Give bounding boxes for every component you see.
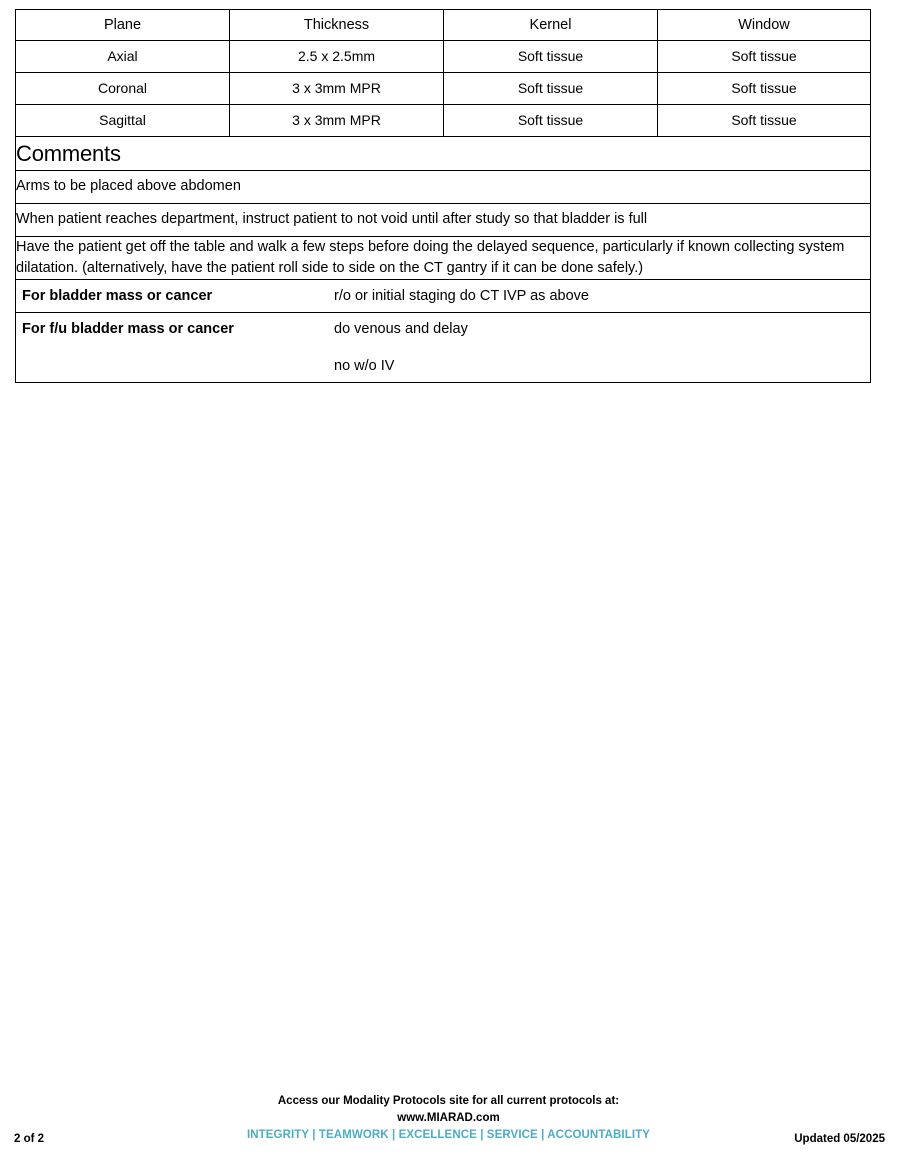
comment-text: Arms to be placed above abdomen: [16, 171, 871, 204]
column-header-plane: Plane: [16, 10, 230, 41]
cell-kernel: Soft tissue: [444, 73, 658, 105]
column-header-kernel: Kernel: [444, 10, 658, 41]
comment-value-line: no w/o IV: [334, 357, 395, 374]
cell-thickness: 3 x 3mm MPR: [230, 73, 444, 105]
cell-thickness: 2.5 x 2.5mm: [230, 41, 444, 73]
comment-row: [16, 237, 871, 280]
comment-keyed-row: [16, 280, 871, 313]
cell-plane: Coronal: [16, 73, 230, 105]
comment-keyed-row: [16, 313, 871, 383]
comment-row: [16, 171, 871, 204]
comments-title-row: [16, 137, 871, 171]
cell-window: Soft tissue: [658, 41, 871, 73]
cell-window: Soft tissue: [658, 105, 871, 137]
table-row: [16, 73, 871, 105]
comment-row: [16, 204, 871, 237]
cell-kernel: Soft tissue: [444, 41, 658, 73]
comment-text: Have the patient get off the table and walk a few steps before doing the delayed sequence, particularly if known collecting system dilatation. (alternatively, have the patient roll side to side on the CT gantry if it can be done safely.): [16, 237, 871, 280]
updated-date: Updated 05/2025: [794, 1133, 885, 1145]
table-header-row: [16, 10, 871, 41]
footer-access-line: Access our Modality Protocols site for all current protocols at:: [277, 1095, 620, 1107]
cell-thickness: 3 x 3mm MPR: [230, 105, 444, 137]
cell-window: Soft tissue: [658, 73, 871, 105]
footer-center-block: [0, 1093, 897, 1144]
comment-text: When patient reaches department, instruct patient to not void until after study so that bladder is full: [16, 204, 871, 237]
comments-heading: Comments: [16, 137, 871, 171]
comment-values: [334, 280, 870, 312]
table-row: [16, 41, 871, 73]
comment-value-line: do venous and delay: [334, 321, 468, 338]
footer-core-values: INTEGRITY | TEAMWORK | EXCELLENCE | SERVICE | ACCOUNTABILITY: [246, 1129, 651, 1141]
comment-label: For bladder mass or cancer: [22, 288, 213, 305]
comment-values: [334, 313, 870, 382]
column-header-thickness: Thickness: [230, 10, 444, 41]
comment-value-line: r/o or initial staging do CT IVP as above: [334, 288, 589, 305]
page-footer: [0, 1093, 897, 1159]
cell-plane: Axial: [16, 41, 230, 73]
ct-protocol-table: [15, 9, 871, 383]
column-header-window: Window: [658, 10, 871, 41]
comment-label: For f/u bladder mass or cancer: [22, 321, 234, 338]
footer-website: www.MIARAD.com: [397, 1112, 500, 1124]
page-number: 2 of 2: [14, 1133, 45, 1145]
cell-plane: Sagittal: [16, 105, 230, 137]
table-row: [16, 105, 871, 137]
cell-kernel: Soft tissue: [444, 105, 658, 137]
